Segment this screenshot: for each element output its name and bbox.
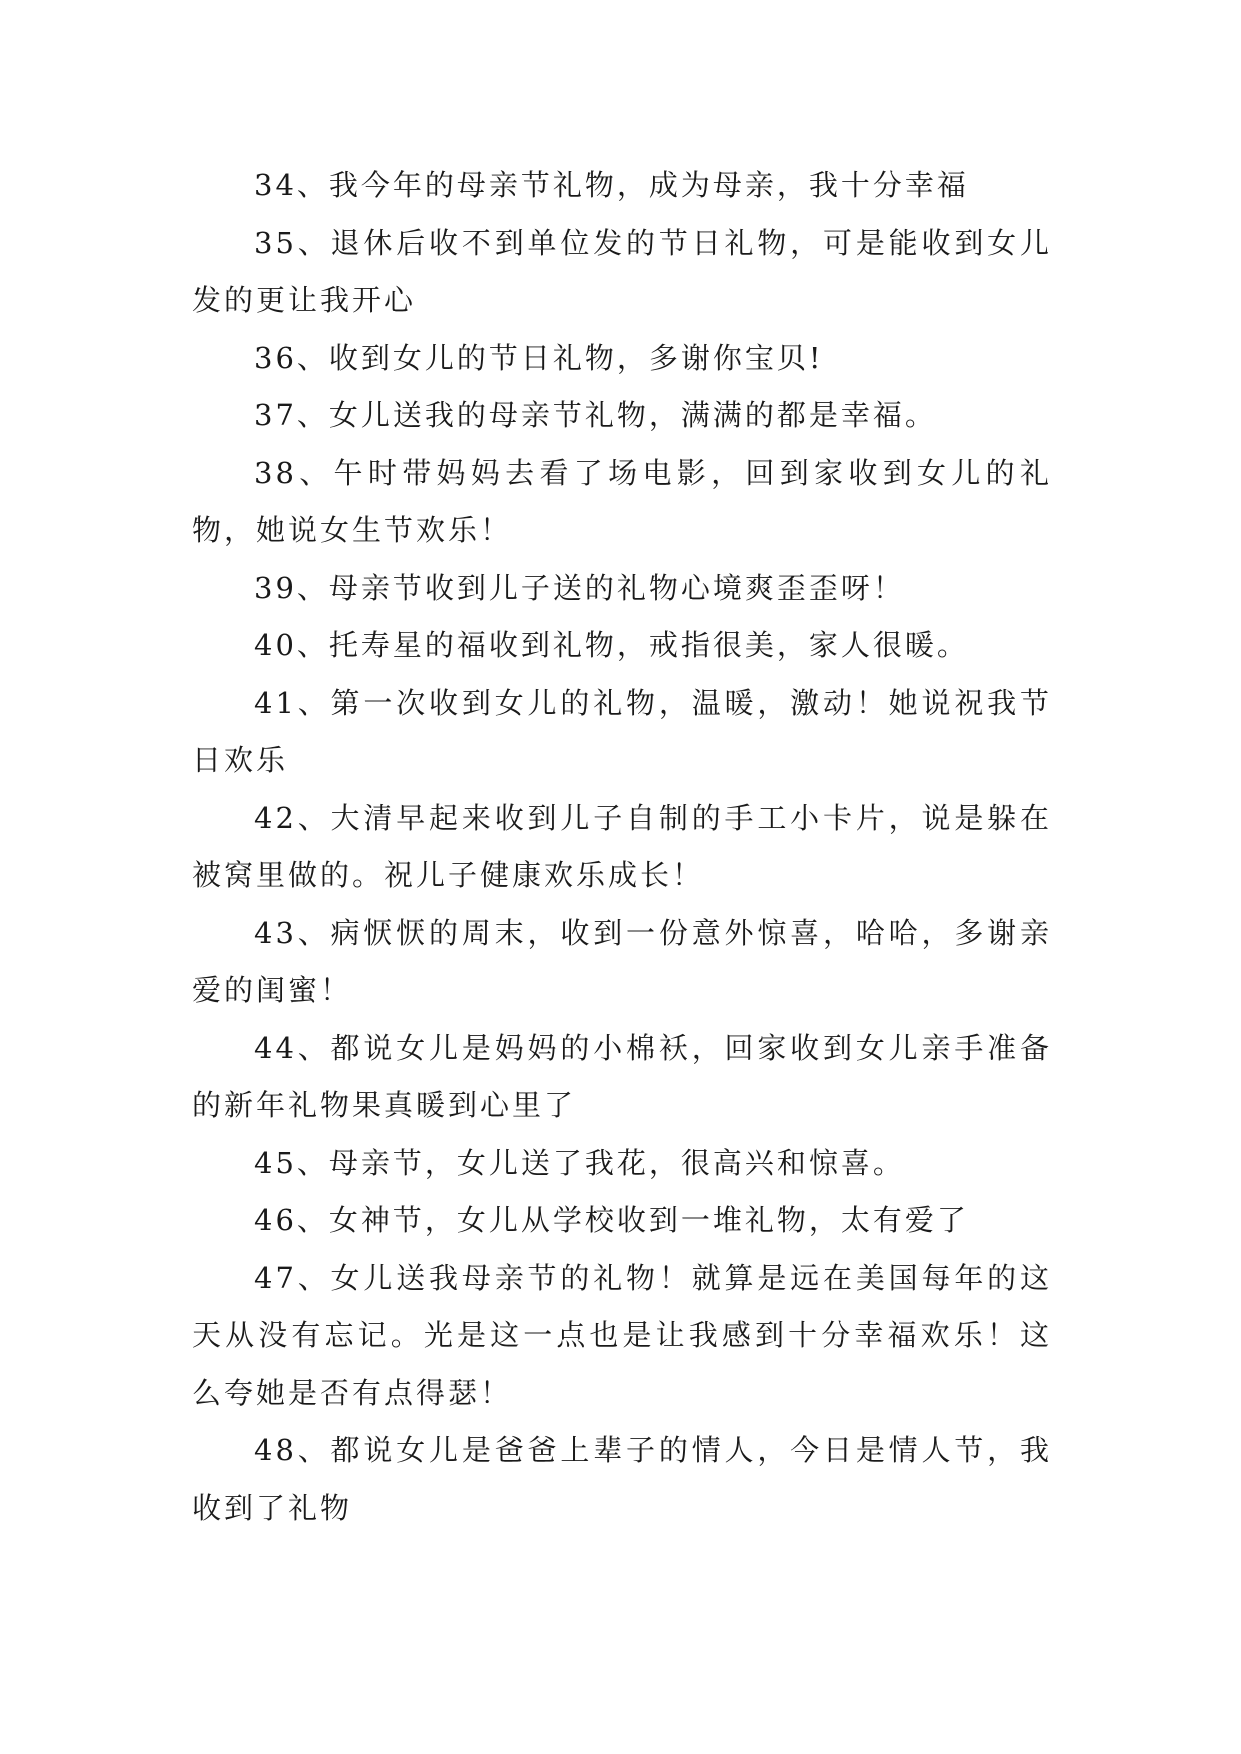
paragraph-46: 46、女神节，女儿从学校收到一堆礼物，太有爱了 xyxy=(254,1203,969,1237)
paragraph-44: 44、都说女儿是妈妈的小棉袄，回家收到女儿亲手准备的新年礼物果真暖到心里了 xyxy=(192,1030,1052,1122)
paragraph-41: 41、第一次收到女儿的礼物，温暖，激动！她说祝我节日欢乐 xyxy=(192,685,1052,777)
paragraph-42: 42、大清早起来收到儿子自制的手工小卡片，说是躲在被窝里做的。祝儿子健康欢乐成长！ xyxy=(192,800,1052,892)
paragraph-40: 40、托寿星的福收到礼物，戒指很美，家人很暖。 xyxy=(254,628,969,662)
paragraph-47: 47、女儿送我母亲节的礼物！就算是远在美国每年的这天从没有忘记。光是这一点也是让我感到十分幸福欢乐！这么夸她是否有点得瑟！ xyxy=(192,1260,1052,1410)
paragraph-34: 34、我今年的母亲节礼物，成为母亲，我十分幸福 xyxy=(254,168,969,202)
paragraph-39: 39、母亲节收到儿子送的礼物心境爽歪歪呀！ xyxy=(254,570,905,605)
document-body xyxy=(192,157,1052,1537)
paragraph-35: 35、退休后收不到单位发的节日礼物，可是能收到女儿发的更让我开心 xyxy=(192,225,1052,317)
paragraph-45: 45、母亲节，女儿送了我花，很高兴和惊喜。 xyxy=(254,1145,905,1180)
paragraph-38: 38、午时带妈妈去看了场电影，回到家收到女儿的礼物，她说女生节欢乐！ xyxy=(192,455,1052,547)
paragraph-48: 48、都说女儿是爸爸上辈子的情人，今日是情人节，我收到了礼物 xyxy=(192,1433,1052,1525)
paragraph-36: 36、收到女儿的节日礼物，多谢你宝贝! xyxy=(254,340,824,375)
paragraph-37: 37、女儿送我的母亲节礼物，满满的都是幸福。 xyxy=(254,398,937,432)
paragraph-43: 43、病恹恹的周末，收到一份意外惊喜，哈哈，多谢亲爱的闺蜜！ xyxy=(192,915,1052,1007)
